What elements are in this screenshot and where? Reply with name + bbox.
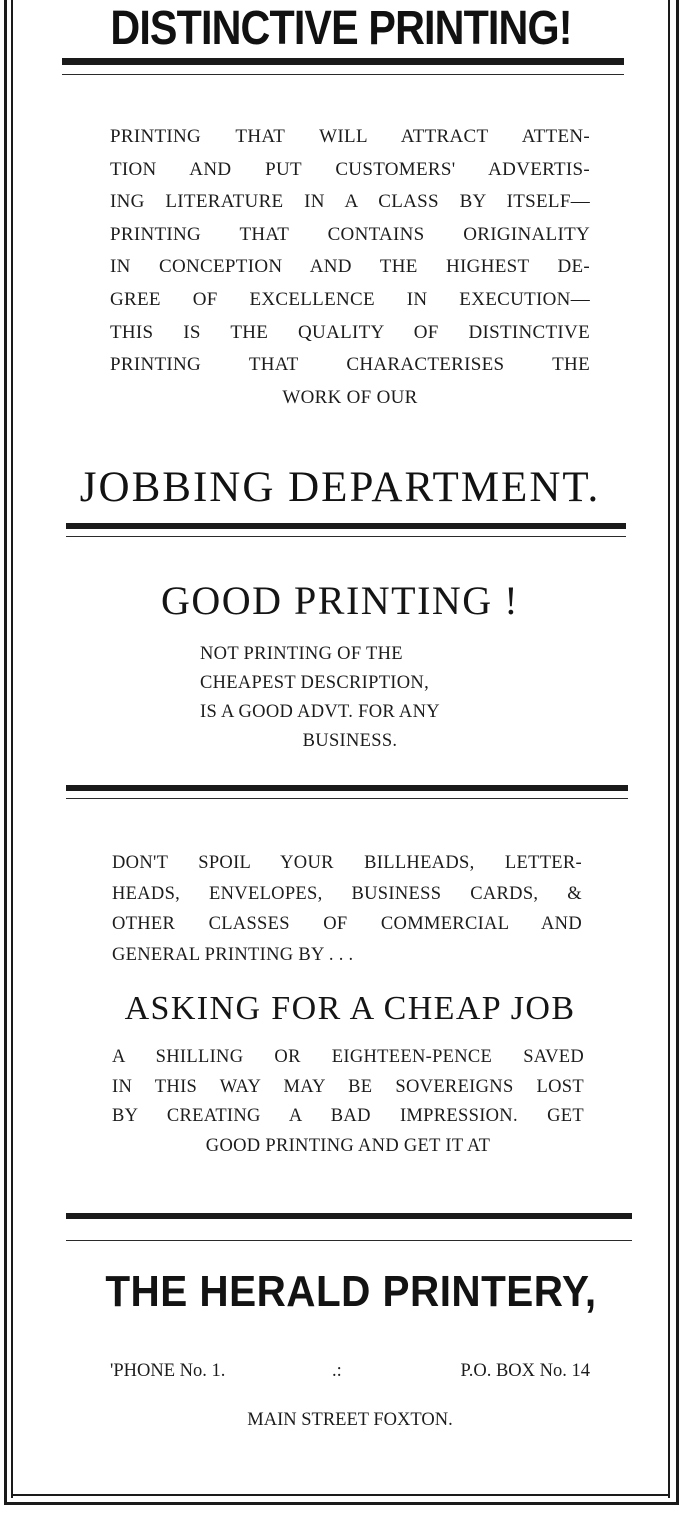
paragraph-line: BY CREATING A BAD IMPRESSION. GET (112, 1106, 584, 1126)
paragraph-line: NOT PRINTING OF THE (200, 644, 403, 664)
paragraph-line: CHEAPEST DESCRIPTION, (200, 673, 430, 693)
paragraph-line: BUSINESS. (302, 731, 398, 751)
paragraph-line: IN CONCEPTION AND THE HIGHEST DE- (110, 256, 590, 278)
savings-paragraph (112, 1043, 584, 1161)
paragraph-line: PRINTING THAT WILL ATTRACT ATTEN- (110, 126, 590, 147)
border-left-inner (11, 0, 13, 1498)
paragraph-line: A SHILLING OR EIGHTEEN-PENCE SAVED (112, 1047, 584, 1067)
border-right-outer (676, 0, 679, 1505)
good-printing-paragraph (200, 640, 500, 756)
paragraph-line: GREE OF EXCELLENCE IN EXECUTION— (110, 288, 590, 310)
border-left-outer (4, 0, 7, 1505)
street-address: MAIN STREET FOXTON. (247, 1410, 453, 1430)
warning-paragraph (112, 848, 582, 970)
paragraph-line: HEADS, ENVELOPES, BUSINESS CARDS, & (112, 883, 582, 904)
heading-herald-printery: THE HERALD PRINTERY, (105, 1267, 597, 1316)
divider-rule-thin (66, 536, 626, 537)
separator-dots: .: (332, 1361, 342, 1381)
divider-rule-thick (66, 785, 628, 791)
phone-number: 'PHONE No. 1. (110, 1361, 226, 1381)
border-bottom-inner (11, 1494, 670, 1496)
divider-rule-thin (66, 798, 628, 799)
paragraph-line: ING LITERATURE IN A CLASS BY ITSELF— (110, 191, 590, 213)
heading-jobbing-department: JOBBING DEPARTMENT. (79, 464, 601, 511)
paragraph-line: PRINTING THAT CONTAINS ORIGINALITY (110, 223, 590, 245)
border-right-inner (668, 0, 670, 1498)
paragraph-line: GENERAL PRINTING BY . . . (112, 944, 354, 965)
paragraph-line: IN THIS WAY MAY BE SOVEREIGNS LOST (112, 1076, 584, 1097)
intro-paragraph (110, 121, 590, 414)
divider-rule-thin (62, 74, 624, 75)
contact-row (110, 1361, 590, 1391)
paragraph-line: TION AND PUT CUSTOMERS' ADVERTIS- (110, 158, 590, 180)
paragraph-line: WORK OF OUR (282, 386, 418, 408)
divider-rule-thick (66, 523, 626, 529)
border-bottom-outer (4, 1502, 679, 1505)
paragraph-line: OTHER CLASSES OF COMMERCIAL AND (112, 914, 582, 934)
divider-rule-thin (66, 1240, 632, 1241)
divider-rule-thick (66, 1213, 632, 1219)
po-box: P.O. BOX No. 14 (460, 1361, 590, 1381)
heading-cheap-job: ASKING FOR A CHEAP JOB (124, 990, 576, 1027)
paragraph-line: GOOD PRINTING AND GET IT AT (205, 1135, 491, 1156)
divider-rule-thick (62, 58, 624, 65)
paragraph-line: PRINTING THAT CHARACTERISES THE (110, 354, 590, 376)
heading-good-printing: GOOD PRINTING ! (160, 578, 520, 623)
paragraph-line: IS A GOOD ADVT. FOR ANY (200, 702, 440, 722)
paragraph-line: THIS IS THE QUALITY OF DISTINCTIVE (110, 321, 590, 343)
paragraph-line: DON'T SPOIL YOUR BILLHEADS, LETTER- (112, 853, 582, 873)
headline-distinctive-printing: DISTINCTIVE PRINTING! (110, 2, 572, 55)
